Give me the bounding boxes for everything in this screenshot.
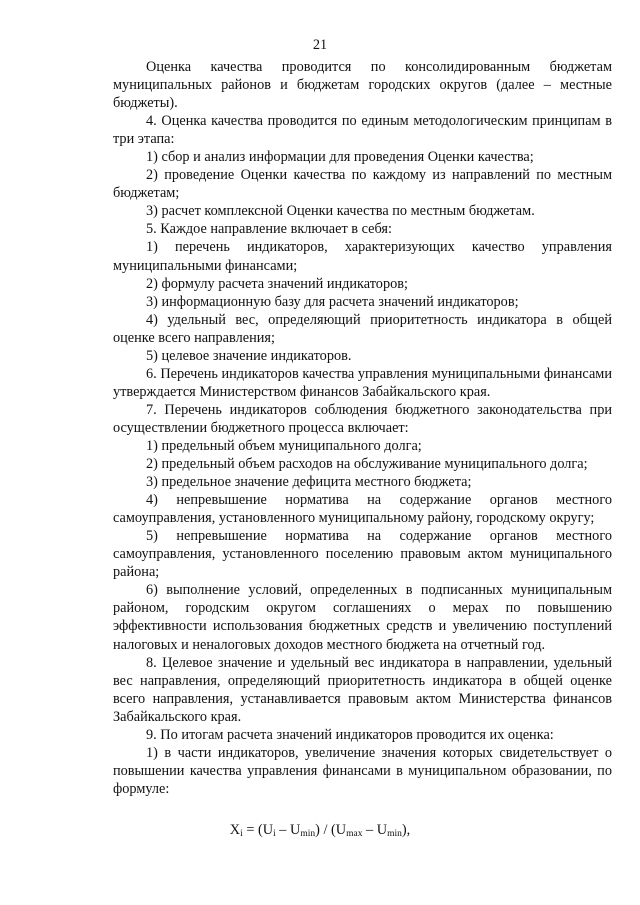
paragraph: Оценка качества проводится по консолидированным бюджетам муниципальных районов и бюджетам городских округов (далее – местные бюджеты).: [113, 59, 612, 112]
paragraph: 8. Целевое значение и удельный вес индикатора в направлении, удельный вес направления, определяющий приоритетность индикатора в общей оценке всего направления, устанавливается правовым актом Министерства финансов Забайкальского края.: [113, 654, 612, 725]
formula-text: – U: [275, 822, 301, 838]
list-item: 2) формулу расчета значений индикаторов;: [146, 275, 408, 292]
formula-text: – U: [362, 822, 388, 838]
list-item: 3) расчет комплексной Оценки качества по местным бюджетам.: [146, 203, 535, 220]
paragraph: 5. Каждое направление включает в себя:: [146, 221, 392, 238]
list-item: 1) в части индикаторов, увеличение значения которых свидетельствует о повышении качества управления финансами в муниципальном образовании, по формуле:: [113, 744, 612, 797]
list-item: 1) предельный объем муниципального долга;: [146, 437, 422, 454]
list-item: 5) непревышение норматива на содержание органов местного самоуправления, установленного поселению правовым актом муниципального района;: [113, 528, 612, 581]
body-text: [113, 58, 612, 798]
page-number: 21: [312, 37, 328, 53]
formula-subscript: i: [240, 829, 243, 839]
list-item: 2) предельный объем расходов на обслуживание муниципального долга;: [146, 456, 588, 473]
formula-subscript: min: [387, 829, 402, 839]
list-item: 1) перечень индикаторов, характеризующих качество управления муниципальными финансами;: [113, 239, 612, 274]
formula-x: X: [229, 822, 241, 838]
paragraph: 4. Оценка качества проводится по единым методологическим принципам в три этапа:: [113, 113, 612, 148]
list-item: 5) целевое значение индикаторов.: [146, 347, 352, 364]
formula-text: ),: [401, 822, 411, 838]
formula-text: = (U: [242, 822, 274, 838]
formula-subscript: min: [300, 829, 316, 839]
formula-subscript: max: [346, 829, 363, 839]
list-item: 3) предельное значение дефицита местного бюджета;: [146, 474, 472, 491]
list-item: 3) информационную базу для расчета значений индикаторов;: [146, 293, 519, 310]
paragraph: 7. Перечень индикаторов соблюдения бюджетного законодательства при осуществлении бюджетного процесса включает:: [113, 401, 612, 436]
list-item: 4) непревышение норматива на содержание органов местного самоуправления, установленного муниципальному району, городскому округу;: [113, 492, 612, 527]
paragraph: 9. По итогам расчета значений индикаторов проводится их оценка:: [146, 726, 554, 743]
formula-subscript: i: [273, 829, 276, 839]
formula-text: ) / (U: [315, 822, 347, 838]
list-item: 1) сбор и анализ информации для проведения Оценки качества;: [146, 149, 534, 166]
list-item: 6) выполнение условий, определенных в подписанных муниципальным районом, городским округом соглашениях о мерах по повышению эффективности использования бюджетных средств и увеличению поступлений налоговых и неналоговых доходов местного бюджета на отчетный год.: [113, 582, 612, 653]
list-item: 2) проведение Оценки качества по каждому из направлений по местным бюджетам;: [113, 167, 612, 202]
list-item: 4) удельный вес, определяющий приоритетность индикатора в общей оценке всего направления;: [113, 311, 612, 346]
paragraph: 6. Перечень индикаторов качества управления муниципальными финансами утверждается Министерством финансов Забайкальского края.: [113, 365, 612, 400]
formula: [0, 821, 640, 839]
